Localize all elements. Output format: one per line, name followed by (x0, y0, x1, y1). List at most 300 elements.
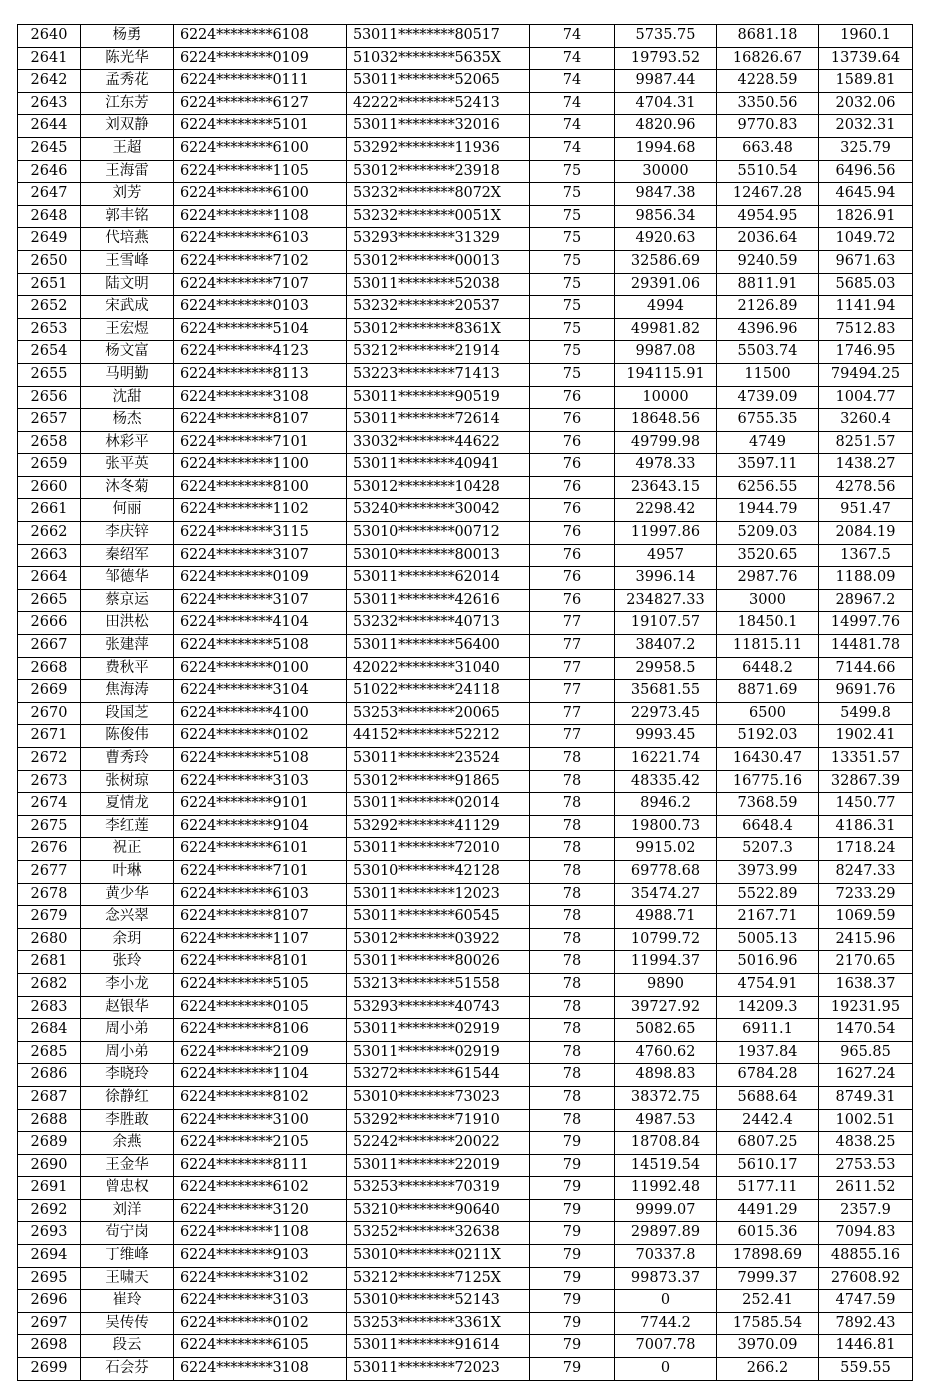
cell-v2: 7999.37 (717, 1267, 819, 1290)
cell-id-no: 53212********21914 (347, 341, 530, 364)
cell-name: 周小弟 (81, 1019, 174, 1042)
cell-v2: 14209.3 (717, 996, 819, 1019)
cell-id-no: 53011********12023 (347, 883, 530, 906)
cell-name: 丁维峰 (81, 1245, 174, 1268)
cell-v2: 16775.16 (717, 770, 819, 793)
cell-id-no: 53292********11936 (347, 137, 530, 160)
cell-name: 段云 (81, 1335, 174, 1358)
cell-v2: 1937.84 (717, 1041, 819, 1064)
cell-age: 74 (530, 115, 615, 138)
cell-v3: 1141.94 (819, 296, 913, 319)
cell-age: 74 (530, 70, 615, 93)
table-row (18, 92, 913, 115)
cell-id-no: 53012********10428 (347, 476, 530, 499)
cell-v2: 2036.64 (717, 228, 819, 251)
cell-v3: 13739.64 (819, 47, 913, 70)
table-row (18, 883, 913, 906)
cell-seq: 2658 (18, 431, 81, 454)
table-row (18, 1312, 913, 1335)
cell-id-no: 53011********91614 (347, 1335, 530, 1358)
cell-id-no: 53210********90640 (347, 1199, 530, 1222)
table-row (18, 1290, 913, 1313)
cell-age: 76 (530, 431, 615, 454)
cell-v3: 1470.54 (819, 1019, 913, 1042)
cell-age: 76 (530, 544, 615, 567)
cell-age: 78 (530, 1019, 615, 1042)
cell-id-no: 42222********52413 (347, 92, 530, 115)
cell-seq: 2650 (18, 250, 81, 273)
cell-v3: 1367.5 (819, 544, 913, 567)
cell-v3: 1746.95 (819, 341, 913, 364)
cell-v3: 1960.1 (819, 25, 913, 48)
cell-v1: 19107.57 (615, 612, 717, 635)
cell-v3: 8247.33 (819, 860, 913, 883)
cell-v1: 3996.14 (615, 567, 717, 590)
cell-age: 75 (530, 363, 615, 386)
cell-v2: 5510.54 (717, 160, 819, 183)
cell-v1: 4704.31 (615, 92, 717, 115)
cell-card: 6224********3107 (174, 544, 347, 567)
cell-v1: 0 (615, 1358, 717, 1381)
cell-age: 78 (530, 951, 615, 974)
cell-v3: 559.55 (819, 1358, 913, 1381)
cell-v1: 9993.45 (615, 725, 717, 748)
table-row (18, 522, 913, 545)
cell-id-no: 53010********00712 (347, 522, 530, 545)
cell-v1: 69778.68 (615, 860, 717, 883)
cell-id-no: 53011********02919 (347, 1041, 530, 1064)
cell-v2: 1944.79 (717, 499, 819, 522)
cell-v1: 11992.48 (615, 1177, 717, 1200)
cell-v2: 5209.03 (717, 522, 819, 545)
cell-v1: 9890 (615, 973, 717, 996)
cell-v3: 8251.57 (819, 431, 913, 454)
table-row (18, 680, 913, 703)
table-row (18, 115, 913, 138)
cell-v2: 12467.28 (717, 183, 819, 206)
cell-v1: 4987.53 (615, 1109, 717, 1132)
cell-seq: 2653 (18, 318, 81, 341)
cell-v1: 32586.69 (615, 250, 717, 273)
cell-card: 6224********5101 (174, 115, 347, 138)
cell-name: 陆文明 (81, 273, 174, 296)
table-row (18, 815, 913, 838)
cell-seq: 2642 (18, 70, 81, 93)
cell-age: 79 (530, 1132, 615, 1155)
cell-v2: 6755.35 (717, 409, 819, 432)
cell-card: 6224********0105 (174, 996, 347, 1019)
cell-seq: 2674 (18, 793, 81, 816)
cell-card: 6224********0111 (174, 70, 347, 93)
cell-v1: 38372.75 (615, 1086, 717, 1109)
cell-v1: 5735.75 (615, 25, 717, 48)
cell-age: 75 (530, 250, 615, 273)
cell-v3: 1450.77 (819, 793, 913, 816)
cell-age: 78 (530, 838, 615, 861)
cell-id-no: 53011********42616 (347, 589, 530, 612)
cell-v2: 6911.1 (717, 1019, 819, 1042)
cell-v3: 2357.9 (819, 1199, 913, 1222)
cell-age: 75 (530, 228, 615, 251)
cell-name: 李红莲 (81, 815, 174, 838)
cell-id-no: 53240********30042 (347, 499, 530, 522)
cell-name: 茍宁岗 (81, 1222, 174, 1245)
cell-v2: 3970.09 (717, 1335, 819, 1358)
cell-v2: 5016.96 (717, 951, 819, 974)
cell-v2: 3973.99 (717, 860, 819, 883)
cell-v3: 4186.31 (819, 815, 913, 838)
cell-v1: 29897.89 (615, 1222, 717, 1245)
cell-card: 6224********8106 (174, 1019, 347, 1042)
table-row (18, 589, 913, 612)
cell-v3: 5685.03 (819, 273, 913, 296)
cell-v3: 2084.19 (819, 522, 913, 545)
cell-card: 6224********4104 (174, 612, 347, 635)
cell-name: 陈光华 (81, 47, 174, 70)
cell-card: 6224********1105 (174, 160, 347, 183)
cell-name: 曾忠权 (81, 1177, 174, 1200)
cell-name: 张树琼 (81, 770, 174, 793)
cell-age: 75 (530, 205, 615, 228)
cell-v2: 17585.54 (717, 1312, 819, 1335)
cell-seq: 2641 (18, 47, 81, 70)
cell-name: 何丽 (81, 499, 174, 522)
cell-card: 6224********3103 (174, 1290, 347, 1313)
cell-v1: 29958.5 (615, 657, 717, 680)
cell-seq: 2662 (18, 522, 81, 545)
cell-v2: 5005.13 (717, 928, 819, 951)
cell-v1: 9856.34 (615, 205, 717, 228)
table-row (18, 47, 913, 70)
cell-seq: 2659 (18, 454, 81, 477)
table-row (18, 1222, 913, 1245)
cell-card: 6224********8100 (174, 476, 347, 499)
cell-seq: 2692 (18, 1199, 81, 1222)
cell-v2: 3350.56 (717, 92, 819, 115)
cell-id-no: 53011********32016 (347, 115, 530, 138)
cell-card: 6224********8107 (174, 409, 347, 432)
cell-v3: 3260.4 (819, 409, 913, 432)
cell-name: 段国芝 (81, 702, 174, 725)
cell-seq: 2684 (18, 1019, 81, 1042)
cell-v2: 4954.95 (717, 205, 819, 228)
cell-v3: 79494.25 (819, 363, 913, 386)
table-row (18, 1064, 913, 1087)
cell-v3: 7144.66 (819, 657, 913, 680)
cell-name: 马明勤 (81, 363, 174, 386)
cell-name: 张建萍 (81, 635, 174, 658)
cell-id-no: 53232********20537 (347, 296, 530, 319)
cell-v2: 7368.59 (717, 793, 819, 816)
table-row (18, 70, 913, 93)
cell-v2: 17898.69 (717, 1245, 819, 1268)
cell-card: 6224********8101 (174, 951, 347, 974)
cell-name: 李小龙 (81, 973, 174, 996)
cell-id-no: 53232********0051X (347, 205, 530, 228)
cell-seq: 2696 (18, 1290, 81, 1313)
cell-v3: 4645.94 (819, 183, 913, 206)
cell-v3: 7094.83 (819, 1222, 913, 1245)
cell-card: 6224********1108 (174, 1222, 347, 1245)
cell-card: 6224********6108 (174, 25, 347, 48)
table-row (18, 793, 913, 816)
cell-seq: 2685 (18, 1041, 81, 1064)
cell-v2: 5688.64 (717, 1086, 819, 1109)
cell-v2: 5503.74 (717, 341, 819, 364)
cell-v2: 4754.91 (717, 973, 819, 996)
cell-name: 徐静红 (81, 1086, 174, 1109)
cell-id-no: 53011********52065 (347, 70, 530, 93)
cell-v1: 4898.83 (615, 1064, 717, 1087)
cell-age: 79 (530, 1335, 615, 1358)
cell-seq: 2670 (18, 702, 81, 725)
cell-card: 6224********5104 (174, 318, 347, 341)
cell-v3: 2032.06 (819, 92, 913, 115)
cell-age: 75 (530, 183, 615, 206)
cell-v2: 4396.96 (717, 318, 819, 341)
cell-id-no: 53012********03922 (347, 928, 530, 951)
cell-v1: 19800.73 (615, 815, 717, 838)
cell-v1: 18708.84 (615, 1132, 717, 1155)
cell-v3: 5499.8 (819, 702, 913, 725)
cell-v2: 3000 (717, 589, 819, 612)
cell-seq: 2660 (18, 476, 81, 499)
cell-name: 林彩平 (81, 431, 174, 454)
cell-card: 6224********0109 (174, 567, 347, 590)
table-row (18, 612, 913, 635)
cell-seq: 2655 (18, 363, 81, 386)
cell-v3: 7233.29 (819, 883, 913, 906)
cell-age: 78 (530, 906, 615, 929)
cell-id-no: 53292********41129 (347, 815, 530, 838)
cell-age: 76 (530, 454, 615, 477)
cell-v3: 28967.2 (819, 589, 913, 612)
cell-v2: 3520.65 (717, 544, 819, 567)
cell-v1: 39727.92 (615, 996, 717, 1019)
cell-name: 崔玲 (81, 1290, 174, 1313)
cell-v1: 4820.96 (615, 115, 717, 138)
table-row (18, 567, 913, 590)
cell-v1: 22973.45 (615, 702, 717, 725)
cell-v2: 6256.55 (717, 476, 819, 499)
table-row (18, 1132, 913, 1155)
cell-v2: 266.2 (717, 1358, 819, 1381)
cell-age: 78 (530, 770, 615, 793)
cell-name: 余燕 (81, 1132, 174, 1155)
cell-card: 6224********3102 (174, 1267, 347, 1290)
cell-id-no: 53011********80517 (347, 25, 530, 48)
table-row (18, 1245, 913, 1268)
cell-age: 78 (530, 748, 615, 771)
cell-seq: 2648 (18, 205, 81, 228)
cell-name: 蔡京运 (81, 589, 174, 612)
cell-v1: 9987.08 (615, 341, 717, 364)
cell-v1: 0 (615, 1290, 717, 1313)
table-row (18, 205, 913, 228)
cell-age: 77 (530, 680, 615, 703)
cell-card: 6224********3108 (174, 386, 347, 409)
cell-v1: 4760.62 (615, 1041, 717, 1064)
cell-name: 叶琳 (81, 860, 174, 883)
cell-v2: 2167.71 (717, 906, 819, 929)
cell-v3: 1188.09 (819, 567, 913, 590)
cell-id-no: 53011********22019 (347, 1154, 530, 1177)
cell-card: 6224********0102 (174, 725, 347, 748)
cell-name: 周小弟 (81, 1041, 174, 1064)
cell-id-no: 53293********31329 (347, 228, 530, 251)
table-row (18, 137, 913, 160)
cell-age: 79 (530, 1245, 615, 1268)
cell-name: 祝正 (81, 838, 174, 861)
cell-v3: 1069.59 (819, 906, 913, 929)
cell-v1: 49799.98 (615, 431, 717, 454)
table-row (18, 748, 913, 771)
table-row (18, 228, 913, 251)
cell-v3: 48855.16 (819, 1245, 913, 1268)
cell-id-no: 53011********80026 (347, 951, 530, 974)
table-row (18, 860, 913, 883)
cell-seq: 2669 (18, 680, 81, 703)
cell-v2: 6448.2 (717, 657, 819, 680)
cell-v3: 1627.24 (819, 1064, 913, 1087)
cell-card: 6224********3100 (174, 1109, 347, 1132)
cell-card: 6224********8107 (174, 906, 347, 929)
cell-seq: 2681 (18, 951, 81, 974)
cell-v3: 1002.51 (819, 1109, 913, 1132)
cell-card: 6224********1104 (174, 1064, 347, 1087)
cell-age: 79 (530, 1312, 615, 1335)
cell-age: 75 (530, 160, 615, 183)
cell-name: 刘芳 (81, 183, 174, 206)
cell-name: 邹德华 (81, 567, 174, 590)
cell-name: 黄少华 (81, 883, 174, 906)
cell-id-no: 53011********72010 (347, 838, 530, 861)
cell-v1: 1994.68 (615, 137, 717, 160)
cell-seq: 2699 (18, 1358, 81, 1381)
table-row (18, 499, 913, 522)
cell-id-no: 53253********70319 (347, 1177, 530, 1200)
cell-id-no: 53010********42128 (347, 860, 530, 883)
cell-v3: 4838.25 (819, 1132, 913, 1155)
cell-age: 78 (530, 1086, 615, 1109)
cell-id-no: 53232********8072X (347, 183, 530, 206)
cell-v2: 11815.11 (717, 635, 819, 658)
cell-v1: 19793.52 (615, 47, 717, 70)
cell-card: 6224********5108 (174, 635, 347, 658)
cell-v2: 5522.89 (717, 883, 819, 906)
table-row (18, 1267, 913, 1290)
cell-age: 76 (530, 522, 615, 545)
cell-name: 赵银华 (81, 996, 174, 1019)
cell-id-no: 53011********40941 (347, 454, 530, 477)
cell-v1: 10799.72 (615, 928, 717, 951)
cell-card: 6224********6103 (174, 228, 347, 251)
cell-id-no: 53012********23918 (347, 160, 530, 183)
cell-name: 王超 (81, 137, 174, 160)
cell-id-no: 53011********02014 (347, 793, 530, 816)
cell-id-no: 51032********5635X (347, 47, 530, 70)
cell-age: 78 (530, 996, 615, 1019)
table-row (18, 1335, 913, 1358)
cell-v1: 4978.33 (615, 454, 717, 477)
cell-id-no: 51022********24118 (347, 680, 530, 703)
cell-seq: 2683 (18, 996, 81, 1019)
cell-seq: 2673 (18, 770, 81, 793)
cell-age: 77 (530, 702, 615, 725)
cell-card: 6224********5108 (174, 748, 347, 771)
cell-id-no: 53252********32638 (347, 1222, 530, 1245)
cell-age: 77 (530, 657, 615, 680)
cell-id-no: 33032********44622 (347, 431, 530, 454)
cell-age: 77 (530, 612, 615, 635)
cell-seq: 2661 (18, 499, 81, 522)
cell-card: 6224********6127 (174, 92, 347, 115)
cell-name: 郭丰铭 (81, 205, 174, 228)
cell-v2: 5207.3 (717, 838, 819, 861)
cell-card: 6224********8111 (174, 1154, 347, 1177)
table-row (18, 1086, 913, 1109)
cell-id-no: 53011********90519 (347, 386, 530, 409)
cell-v3: 951.47 (819, 499, 913, 522)
cell-seq: 2693 (18, 1222, 81, 1245)
cell-v2: 4739.09 (717, 386, 819, 409)
cell-id-no: 53010********80013 (347, 544, 530, 567)
cell-name: 沈甜 (81, 386, 174, 409)
table-row (18, 544, 913, 567)
cell-v3: 965.85 (819, 1041, 913, 1064)
table-row (18, 951, 913, 974)
cell-age: 79 (530, 1222, 615, 1245)
cell-name: 王金华 (81, 1154, 174, 1177)
cell-v1: 35681.55 (615, 680, 717, 703)
cell-v3: 14481.78 (819, 635, 913, 658)
cell-card: 6224********7101 (174, 860, 347, 883)
cell-seq: 2647 (18, 183, 81, 206)
cell-card: 6224********6102 (174, 1177, 347, 1200)
cell-id-no: 53010********73023 (347, 1086, 530, 1109)
cell-card: 6224********7102 (174, 250, 347, 273)
table-row (18, 25, 913, 48)
cell-v1: 16221.74 (615, 748, 717, 771)
cell-seq: 2688 (18, 1109, 81, 1132)
cell-name: 代培燕 (81, 228, 174, 251)
cell-seq: 2695 (18, 1267, 81, 1290)
cell-v2: 252.41 (717, 1290, 819, 1313)
cell-name: 石会芬 (81, 1358, 174, 1381)
cell-v1: 29391.06 (615, 273, 717, 296)
cell-seq: 2679 (18, 906, 81, 929)
cell-v1: 49981.82 (615, 318, 717, 341)
cell-name: 余玥 (81, 928, 174, 951)
cell-id-no: 53011********23524 (347, 748, 530, 771)
cell-v3: 7512.83 (819, 318, 913, 341)
cell-name: 王雪峰 (81, 250, 174, 273)
table-row (18, 454, 913, 477)
cell-v3: 1589.81 (819, 70, 913, 93)
cell-v3: 13351.57 (819, 748, 913, 771)
cell-v1: 99873.37 (615, 1267, 717, 1290)
cell-v3: 1004.77 (819, 386, 913, 409)
cell-v1: 9999.07 (615, 1199, 717, 1222)
table-row (18, 431, 913, 454)
cell-card: 6224********3115 (174, 522, 347, 545)
cell-card: 6224********3103 (174, 770, 347, 793)
table-row (18, 1019, 913, 1042)
cell-v3: 1638.37 (819, 973, 913, 996)
cell-v2: 4228.59 (717, 70, 819, 93)
cell-v2: 5192.03 (717, 725, 819, 748)
table-row (18, 1109, 913, 1132)
